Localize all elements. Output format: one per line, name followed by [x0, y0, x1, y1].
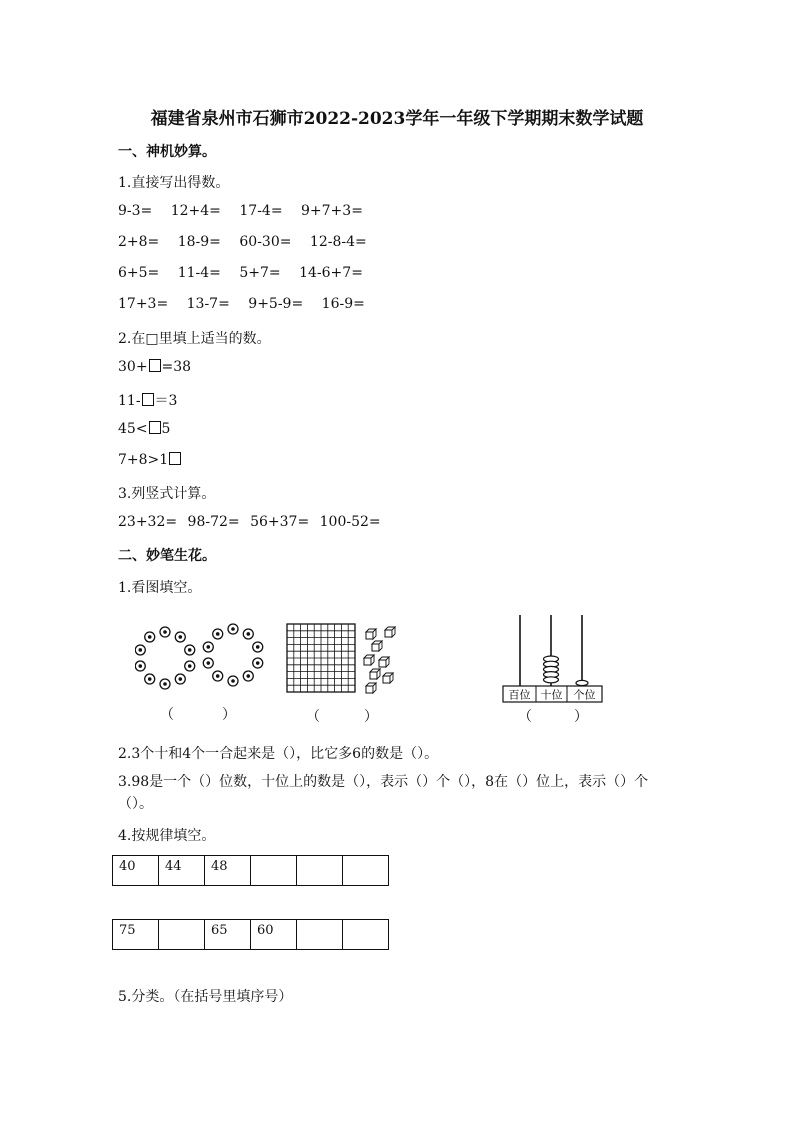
arith-row-3: [118, 265, 377, 281]
bead-hole: [188, 664, 192, 668]
problem: 9+5-9=: [248, 296, 304, 312]
bead-hole: [246, 674, 250, 678]
table-cell: 60: [251, 920, 297, 950]
bead-hole: [138, 664, 142, 668]
bead-hole: [231, 627, 235, 631]
cube-front: [370, 672, 377, 679]
problem: 56+37=: [250, 514, 310, 530]
problem: 2+8=: [118, 234, 160, 250]
problem: 6+5=: [118, 265, 160, 281]
bead-hole: [138, 648, 142, 652]
answer-paren-left: （: [160, 707, 174, 723]
q2-4-label: 4.按规律填空。: [118, 828, 216, 844]
fill-box-item-4: 7+8>1: [118, 452, 182, 468]
table-cell[interactable]: [343, 920, 389, 950]
hundred-square: [287, 624, 355, 692]
abacus-label-ones: 个位: [573, 688, 596, 702]
bead-hole: [163, 682, 167, 686]
pattern-table-1: [112, 855, 389, 886]
table-cell: 40: [113, 856, 159, 886]
abacus-figure: [500, 612, 610, 704]
problem: 98-72=: [187, 514, 240, 530]
answer-paren-right: ）: [222, 707, 236, 723]
problem: 17-4=: [239, 203, 283, 219]
problem: 60-30=: [239, 234, 292, 250]
q2-label: 2.在□里填上适当的数。: [118, 331, 271, 347]
q2-1-label: 1.看图填空。: [118, 580, 202, 596]
vertical-calc-row: [118, 514, 395, 530]
table-cell[interactable]: [343, 856, 389, 886]
abacus-beads-tens: [544, 656, 559, 683]
q2-3-text: 3.98是一个（）位数，十位上的数是（），表示（）个（），8在（）位上，表示（）个（）。: [118, 774, 649, 812]
bead-ring-right: [203, 624, 262, 686]
bead-hole: [206, 645, 210, 649]
hundred-grid-figure: [284, 620, 399, 700]
problem: 23+32=: [118, 514, 178, 530]
answer-paren-left: （: [518, 709, 532, 725]
bead-hole: [256, 645, 260, 649]
bead-hole: [216, 632, 220, 636]
problem: 14-6+7=: [299, 265, 363, 281]
problem: 9-3=: [118, 203, 153, 219]
pattern-table-2: [112, 919, 389, 950]
table-cell: 65: [205, 920, 251, 950]
bead-hole: [178, 635, 182, 639]
table-cell: 75: [113, 920, 159, 950]
bead-hole: [256, 661, 260, 665]
arith-row-2: [118, 234, 381, 250]
answer-paren-right: ）: [364, 709, 378, 725]
bead-hole: [148, 635, 152, 639]
q2-2-text: 2.3个十和4个一合起来是（），比它多6的数是（）。: [118, 746, 439, 762]
table-cell[interactable]: [159, 920, 205, 950]
problem: 9+7+3=: [301, 203, 363, 219]
bead-hole: [148, 677, 152, 681]
cube-front: [379, 660, 386, 667]
fill-box-item-3: 45< 5: [118, 421, 171, 437]
arith-row-1: [118, 203, 377, 219]
answer-paren-right: ）: [574, 709, 588, 725]
problem: 12-8-4=: [309, 234, 367, 250]
problem: 16-9=: [321, 296, 365, 312]
problem: 18-9=: [177, 234, 221, 250]
table-cell: 44: [159, 856, 205, 886]
answer-box[interactable]: [149, 421, 161, 434]
cube-front: [383, 676, 390, 683]
table-cell[interactable]: [251, 856, 297, 886]
bead-hole: [246, 632, 250, 636]
unit-cubes: [364, 627, 395, 693]
cube-front: [385, 630, 392, 637]
answer-box[interactable]: [169, 452, 181, 465]
problem: 12+4=: [170, 203, 221, 219]
cube-front: [366, 686, 373, 693]
section1-heading: 一、神机妙算。: [118, 144, 216, 160]
bead-hole: [178, 677, 182, 681]
abacus-bead-ones: [576, 680, 588, 685]
bead-rings-figure: [135, 620, 270, 695]
bead-hole: [216, 674, 220, 678]
q2-5-label: 5.分类。（在括号里填序号）: [118, 989, 293, 1005]
fill-box-item-2: 11- ＝3: [118, 393, 178, 409]
abacus-label-hundreds: 百位: [508, 688, 531, 702]
q3-label: 3.列竖式计算。: [118, 486, 216, 502]
problem: 5+7=: [239, 265, 281, 281]
problem: 13-7=: [186, 296, 230, 312]
table-cell: 48: [205, 856, 251, 886]
bead-hole: [163, 630, 167, 634]
bead-hole: [231, 679, 235, 683]
arith-row-4: [118, 296, 379, 312]
cube-front: [372, 644, 379, 651]
answer-box[interactable]: [142, 393, 154, 406]
cube-front: [366, 632, 373, 639]
answer-box[interactable]: [149, 359, 161, 372]
section2-heading: 二、妙笔生花。: [118, 548, 216, 564]
bead-hole: [188, 648, 192, 652]
bead-ring-left: [135, 627, 194, 689]
problem: 100-52=: [319, 514, 381, 530]
problem: 11-4=: [177, 265, 221, 281]
bead-hole: [206, 661, 210, 665]
abacus-label-tens: 十位: [540, 688, 563, 702]
answer-paren-left: （: [306, 709, 320, 725]
abacus-bead: [544, 677, 559, 683]
fill-box-item-1: 30+ =38: [118, 359, 192, 375]
problem: 17+3=: [118, 296, 169, 312]
cube-front: [364, 658, 371, 665]
table-cell[interactable]: [297, 920, 343, 950]
page-title: 福建省泉州市石狮市2022-2023学年一年级下学期期末数学试题: [150, 109, 644, 129]
q1-label: 1.直接写出得数。: [118, 175, 230, 191]
table-cell[interactable]: [297, 856, 343, 886]
